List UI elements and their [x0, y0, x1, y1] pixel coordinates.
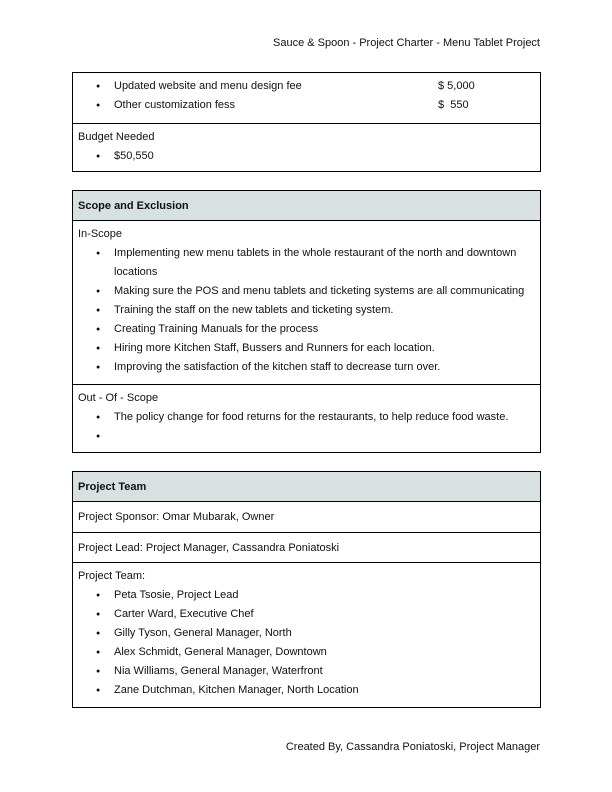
in-scope-item: ● Creating Training Manuals for the process: [78, 320, 535, 339]
budget-item-amount: $ 550: [438, 99, 469, 111]
in-scope-cell: [73, 220, 540, 384]
in-scope-item: ● Improving the satisfaction of the kitchen staff to decrease turn over.: [78, 358, 535, 377]
in-scope-list: [78, 244, 535, 377]
sponsor-cell: [73, 501, 540, 532]
budget-item-name: ● Other customization fess: [114, 99, 236, 111]
page-footer: Created By, Cassandra Poniatoski, Project Manager: [285, 741, 540, 753]
team-members-label: Project Team:: [78, 570, 146, 582]
out-of-scope-list: [78, 408, 535, 427]
team-heading: Project Team: [73, 472, 540, 501]
project-sponsor: Project Sponsor: Omar Mubarak, Owner: [78, 511, 275, 523]
team-members-list: [78, 586, 535, 700]
team-member: ● Alex Schmidt, General Manager, Downtown: [78, 643, 535, 662]
members-cell: [73, 562, 540, 707]
out-of-scope-item: ● The policy change for food returns for the restaurants, to help reduce food waste.: [78, 408, 535, 427]
budget-table: [72, 72, 541, 172]
team-member: ● Zane Dutchman, Kitchen Manager, North Location: [78, 681, 535, 700]
team-member: ● Nia Williams, General Manager, Waterfront: [78, 662, 535, 681]
scope-table: [72, 190, 541, 453]
in-scope-item: ● Implementing new menu tablets in the whole restaurant of the north and downtown locations: [78, 244, 535, 282]
team-table: [72, 471, 541, 708]
budget-needed-value: ● $50,550: [78, 147, 535, 166]
budget-item-name: ● Updated website and menu design fee: [114, 80, 302, 92]
budget-item: [78, 77, 535, 96]
out-of-scope-cell: [73, 384, 540, 452]
in-scope-item: ● Making sure the POS and menu tablets and ticketing systems are all communicating: [78, 282, 535, 301]
in-scope-label: In-Scope: [78, 228, 123, 240]
budget-needed-label: Budget Needed: [78, 131, 155, 143]
budget-item: [78, 96, 535, 115]
team-member: ● Peta Tsosie, Project Lead: [78, 586, 535, 605]
lead-cell: [73, 532, 540, 562]
budget-item-amount: $ 5,000: [438, 80, 475, 92]
in-scope-item: ● Training the staff on the new tablets and ticketing system.: [78, 301, 535, 320]
team-member: ● Carter Ward, Executive Chef: [78, 605, 535, 624]
scope-heading: Scope and Exclusion: [73, 191, 540, 220]
team-member: ● Gilly Tyson, General Manager, North: [78, 624, 535, 643]
out-of-scope-label: Out - Of - Scope: [78, 392, 159, 404]
budget-needed-cell: [73, 123, 540, 171]
budget-items-list: [78, 77, 535, 115]
budget-items-cell: [73, 73, 540, 123]
in-scope-item: ● Hiring more Kitchen Staff, Bussers and Runners for each location.: [78, 339, 535, 358]
project-lead: Project Lead: Project Manager, Cassandra Poniatoski: [78, 541, 340, 554]
page-header: Sauce & Spoon - Project Charter - Menu Tablet Project: [273, 37, 540, 49]
